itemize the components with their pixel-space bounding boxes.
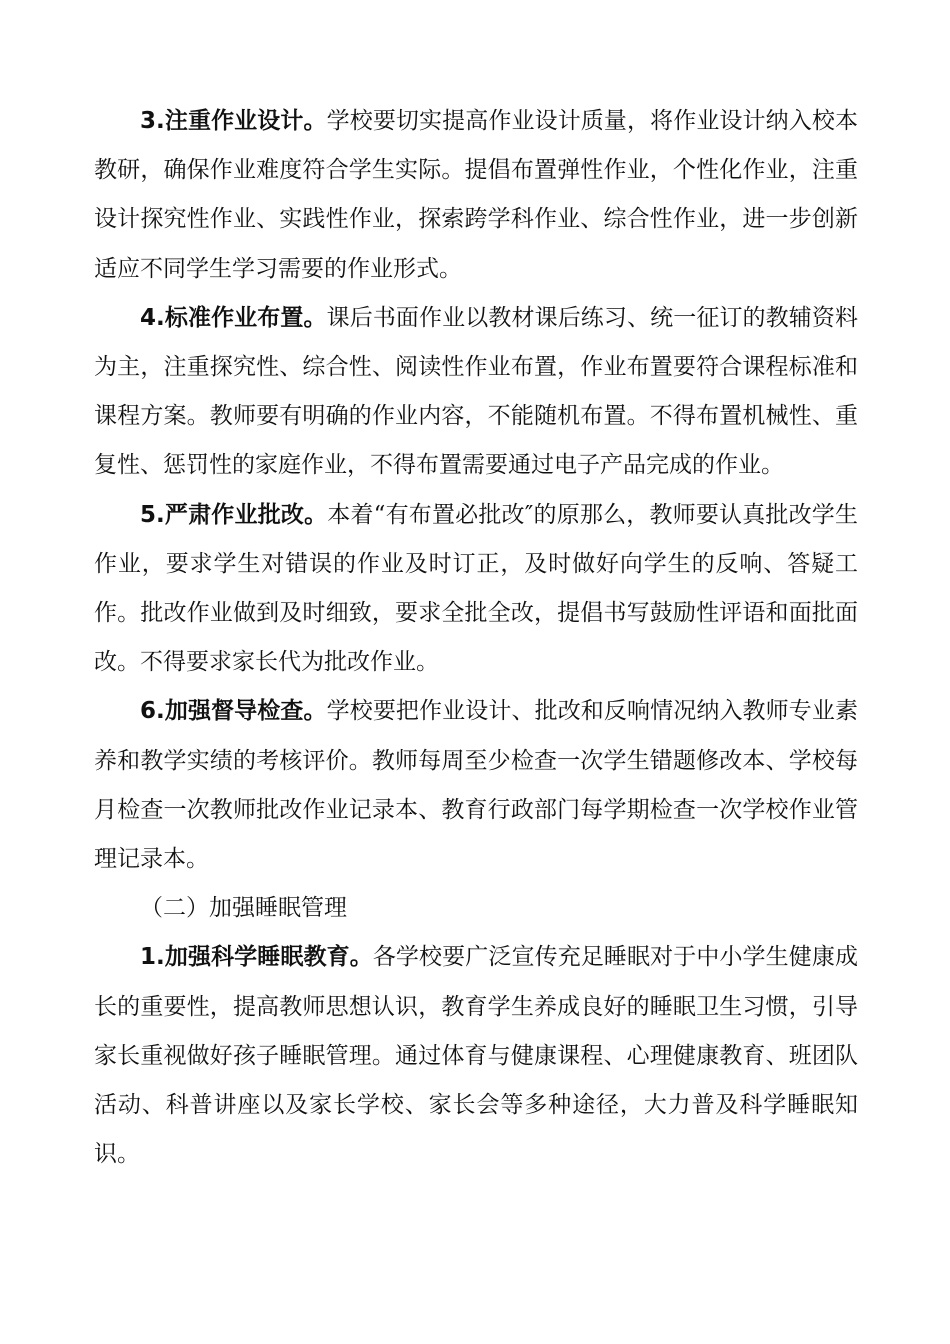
paragraph-heading: 5.严肃作业批改。 xyxy=(140,501,328,528)
paragraph-text: 学校要切实提高作业设计质量，将作业设计纳入校本教研，确保作业难度符合学生实际。提倡布置弹性作业，个性化作业，注重设计探究性作业、实践性作业，探索跨学科作业、综合性作业，进一步创新适应不同学生学习需要的作业形式。 xyxy=(94,108,858,282)
paragraph-heading: 6.加强督导检查。 xyxy=(140,698,327,725)
paragraph-homework-design xyxy=(94,97,858,294)
paragraph-homework-assignment xyxy=(94,294,858,491)
paragraph-text: 各学校要广泛宣传充足睡眠对于中小学生健康成长的重要性，提高教师思想认识，教育学生养成良好的睡眠卫生习惯，引导家长重视做好孩子睡眠管理。通过体育与健康课程、心理健康教育、班团队活动、科普讲座以及家长学校、家长会等多种途径，大力普及科学睡眠知识。 xyxy=(94,944,858,1168)
paragraph-heading: 1.加强科学睡眠教育。 xyxy=(140,944,373,971)
paragraph-supervision xyxy=(94,687,858,884)
paragraph-sleep-education xyxy=(94,933,858,1179)
section-title: （二）加强睡眠管理 xyxy=(140,895,347,922)
paragraph-text: 本着“有布置必批改″的原那么，教师要认真批改学生作业，要求学生对错误的作业及时订正，及时做好向学生的反响、答疑工作。批改作业做到及时细致，要求全批全改，提倡书写鼓励性评语和面批面改。不得要求家长代为批改作业。 xyxy=(94,501,858,676)
paragraph-heading: 3.注重作业设计。 xyxy=(140,108,327,134)
paragraph-text: 课后书面作业以教材课后练习、统一征订的教辅资料为主，注重探究性、综合性、阅读性作业布置，作业布置要符合课程标准和课程方案。教师要有明确的作业内容，不能随机布置。不得布置机械性、重复性、惩罚性的家庭作业，不得布置需要通过电子产品完成的作业。 xyxy=(94,304,858,479)
paragraph-homework-grading xyxy=(94,491,858,688)
paragraph-heading: 4.标准作业布置。 xyxy=(140,304,327,331)
document-page xyxy=(94,97,858,1179)
paragraph-text: 学校要把作业设计、批改和反响情况纳入教师专业素养和教学实绩的考核评价。教师每周至少检查一次学生错题修改本、学校每月检查一次教师批改作业记录本、教育行政部门每学期检查一次学校作业管理记录本。 xyxy=(94,698,858,873)
